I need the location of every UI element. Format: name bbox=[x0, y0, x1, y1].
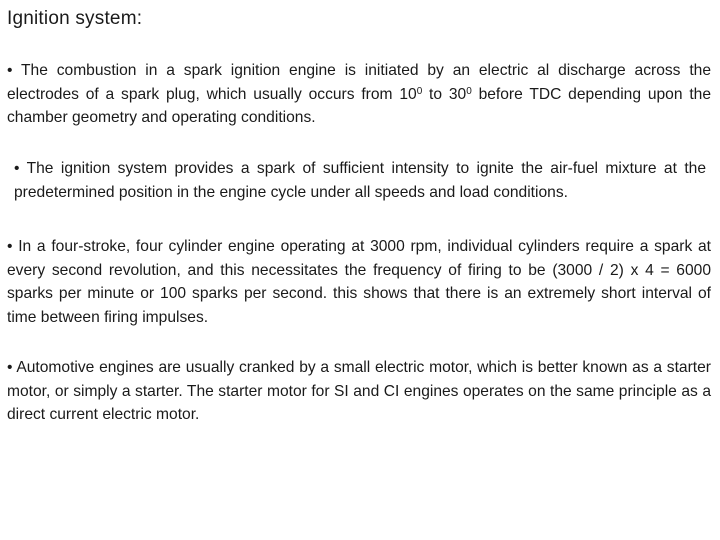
paragraph-spark-frequency: • In a four-stroke, four cylinder engine operating at 3000 rpm, individual cylinders require a spark at every second revolution, and this necessitates the frequency of firing to be (3000 / 2) x 4 = 6000 sparks per minute or 100 sparks per second. this shows that there is an extremely short interval of time between firing impulses. bbox=[7, 238, 711, 326]
paragraph-text: • The combustion in a spark ignition engine is initiated by an electric al discharge across the electrodes of a spark plug, which usually occurs from 10 bbox=[7, 62, 711, 103]
superscript-degree: 0 bbox=[466, 85, 472, 97]
paragraph-text: to 30 bbox=[422, 85, 467, 103]
paragraph-spark-timing bbox=[7, 59, 711, 130]
paragraph-starter-motor: • Automotive engines are usually cranked by a small electric motor, which is better known as a starter motor, or simply a starter. The starter motor for SI and CI engines operates on the same principle as a direct current electric motor. bbox=[7, 359, 711, 423]
paragraph-text: before TDC depending upon the chamber geometry and operating conditions. bbox=[7, 85, 711, 126]
paragraph-ignition-system: • The ignition system provides a spark of sufficient intensity to ignite the air-fuel mixture at the predetermined position in the engine cycle under all speeds and load conditions. bbox=[14, 160, 706, 201]
superscript-degree: 0 bbox=[416, 85, 423, 97]
slide-title: Ignition system: bbox=[7, 8, 143, 29]
